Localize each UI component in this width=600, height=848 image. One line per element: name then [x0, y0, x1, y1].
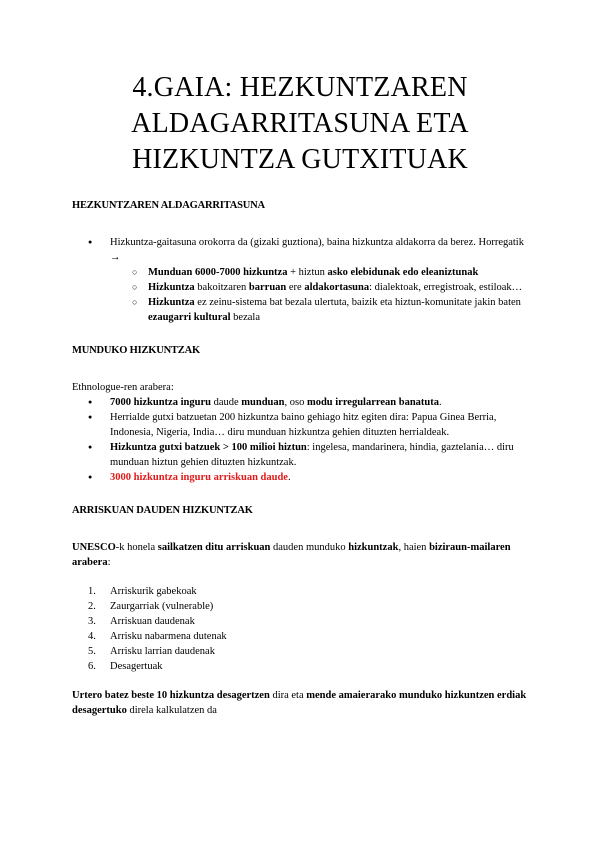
unesco-list — [72, 584, 528, 674]
bullet-list-2 — [72, 395, 528, 485]
closing-paragraph: Urtero batez beste 10 hizkuntza desagertzen dira eta mende amaierarako munduko hizkuntzen erdiak desagertuko direla kalkulatzen da — [72, 690, 527, 716]
list-item: 6. Desagertuak — [88, 661, 163, 672]
title-line-2: ALDAGARRITASUNA ETA — [131, 108, 469, 139]
list-item: 1. Arriskurik gabekoak — [88, 586, 197, 597]
sub-list — [110, 265, 528, 325]
list-item: 2. Zaurgarriak (vulnerable) — [88, 601, 214, 612]
list-item: ○ Hizkuntza bakoitzaren barruan ere aldakortasuna: dialektoak, erregistroak, estiloak… — [148, 280, 528, 295]
list-item: 4. Arrisku nabarmena dutenak — [88, 631, 227, 642]
list-item: 5. Arrisku larrian daudenak — [88, 646, 215, 657]
list-item: ● Hizkuntza gutxi batzuek > 100 milioi hiztun: ingelesa, mandarinera, hindia, gaztelania… diru munduan hiztun gehien dituzten hizkuntzak. — [110, 440, 528, 470]
list-item: ○ Hizkuntza ez zeinu-sistema bat bezala ulertuta, baizik eta hiztun-komunitate jakin baten ezaugarri kultural bezala — [148, 295, 528, 325]
list-item: 3. Arriskuan daudenak — [88, 616, 195, 627]
page-title — [72, 70, 528, 178]
unesco-paragraph: UNESCO-k honela sailkatzen ditu arriskuan dauden munduko hizkuntzak, haien biziraun-mailaren arabera: — [72, 542, 511, 568]
list-item: ● 7000 hizkuntza inguru daude munduan, oso modu irregularrean banatuta. — [110, 395, 528, 410]
list-item: ○ Munduan 6000-7000 hizkuntza + hiztun asko elebidunak edo eleaniztunak — [148, 265, 528, 280]
section-heading-aldagarritasuna: HEZKUNTZAREN ALDAGARRITASUNA — [72, 200, 265, 211]
list-item: ● Herrialde gutxi batzuetan 200 hizkuntza baino gehiago hitz egiten dira: Papua Ginea Berria, Indonesia, Nigeria, India… diru munduan hizkuntza gehien dituzten herrialdeak. — [110, 410, 528, 440]
bullet-list-1 — [72, 235, 528, 325]
section-heading-munduko-hizkuntzak: MUNDUKO HIZKUNTZAK — [72, 345, 200, 356]
list-item: ● 3000 hizkuntza inguru arriskuan daude. — [110, 470, 528, 485]
title-line-3: HIZKUNTZA GUTXITUAK — [132, 144, 468, 175]
document-page — [72, 70, 528, 718]
section-heading-arriskuan: ARRISKUAN DAUDEN HIZKUNTZAK — [72, 505, 253, 516]
title-line-1: 4.GAIA: HEZKUNTZAREN — [132, 72, 468, 103]
intro-text: Ethnologue-ren arabera: — [72, 382, 174, 393]
list-item: ● Hizkuntza-gaitasuna orokorra da (gizaki guztiona), baina hizkuntza aldakorra da berez. Horregatik → ○ Munduan 6000-7000 hizkuntza + hiztun asko elebidunak edo eleaniztunak ○ Hizkuntza bakoitzaren barruan ere aldakortasuna: dialektoak, erregistroak, estiloak… ○ Hizkuntza ez zeinu-sistema bat bezala ulertuta, baizik eta hiztun-komunitate jakin baten ezaugarri kultural bezala — [110, 235, 528, 325]
